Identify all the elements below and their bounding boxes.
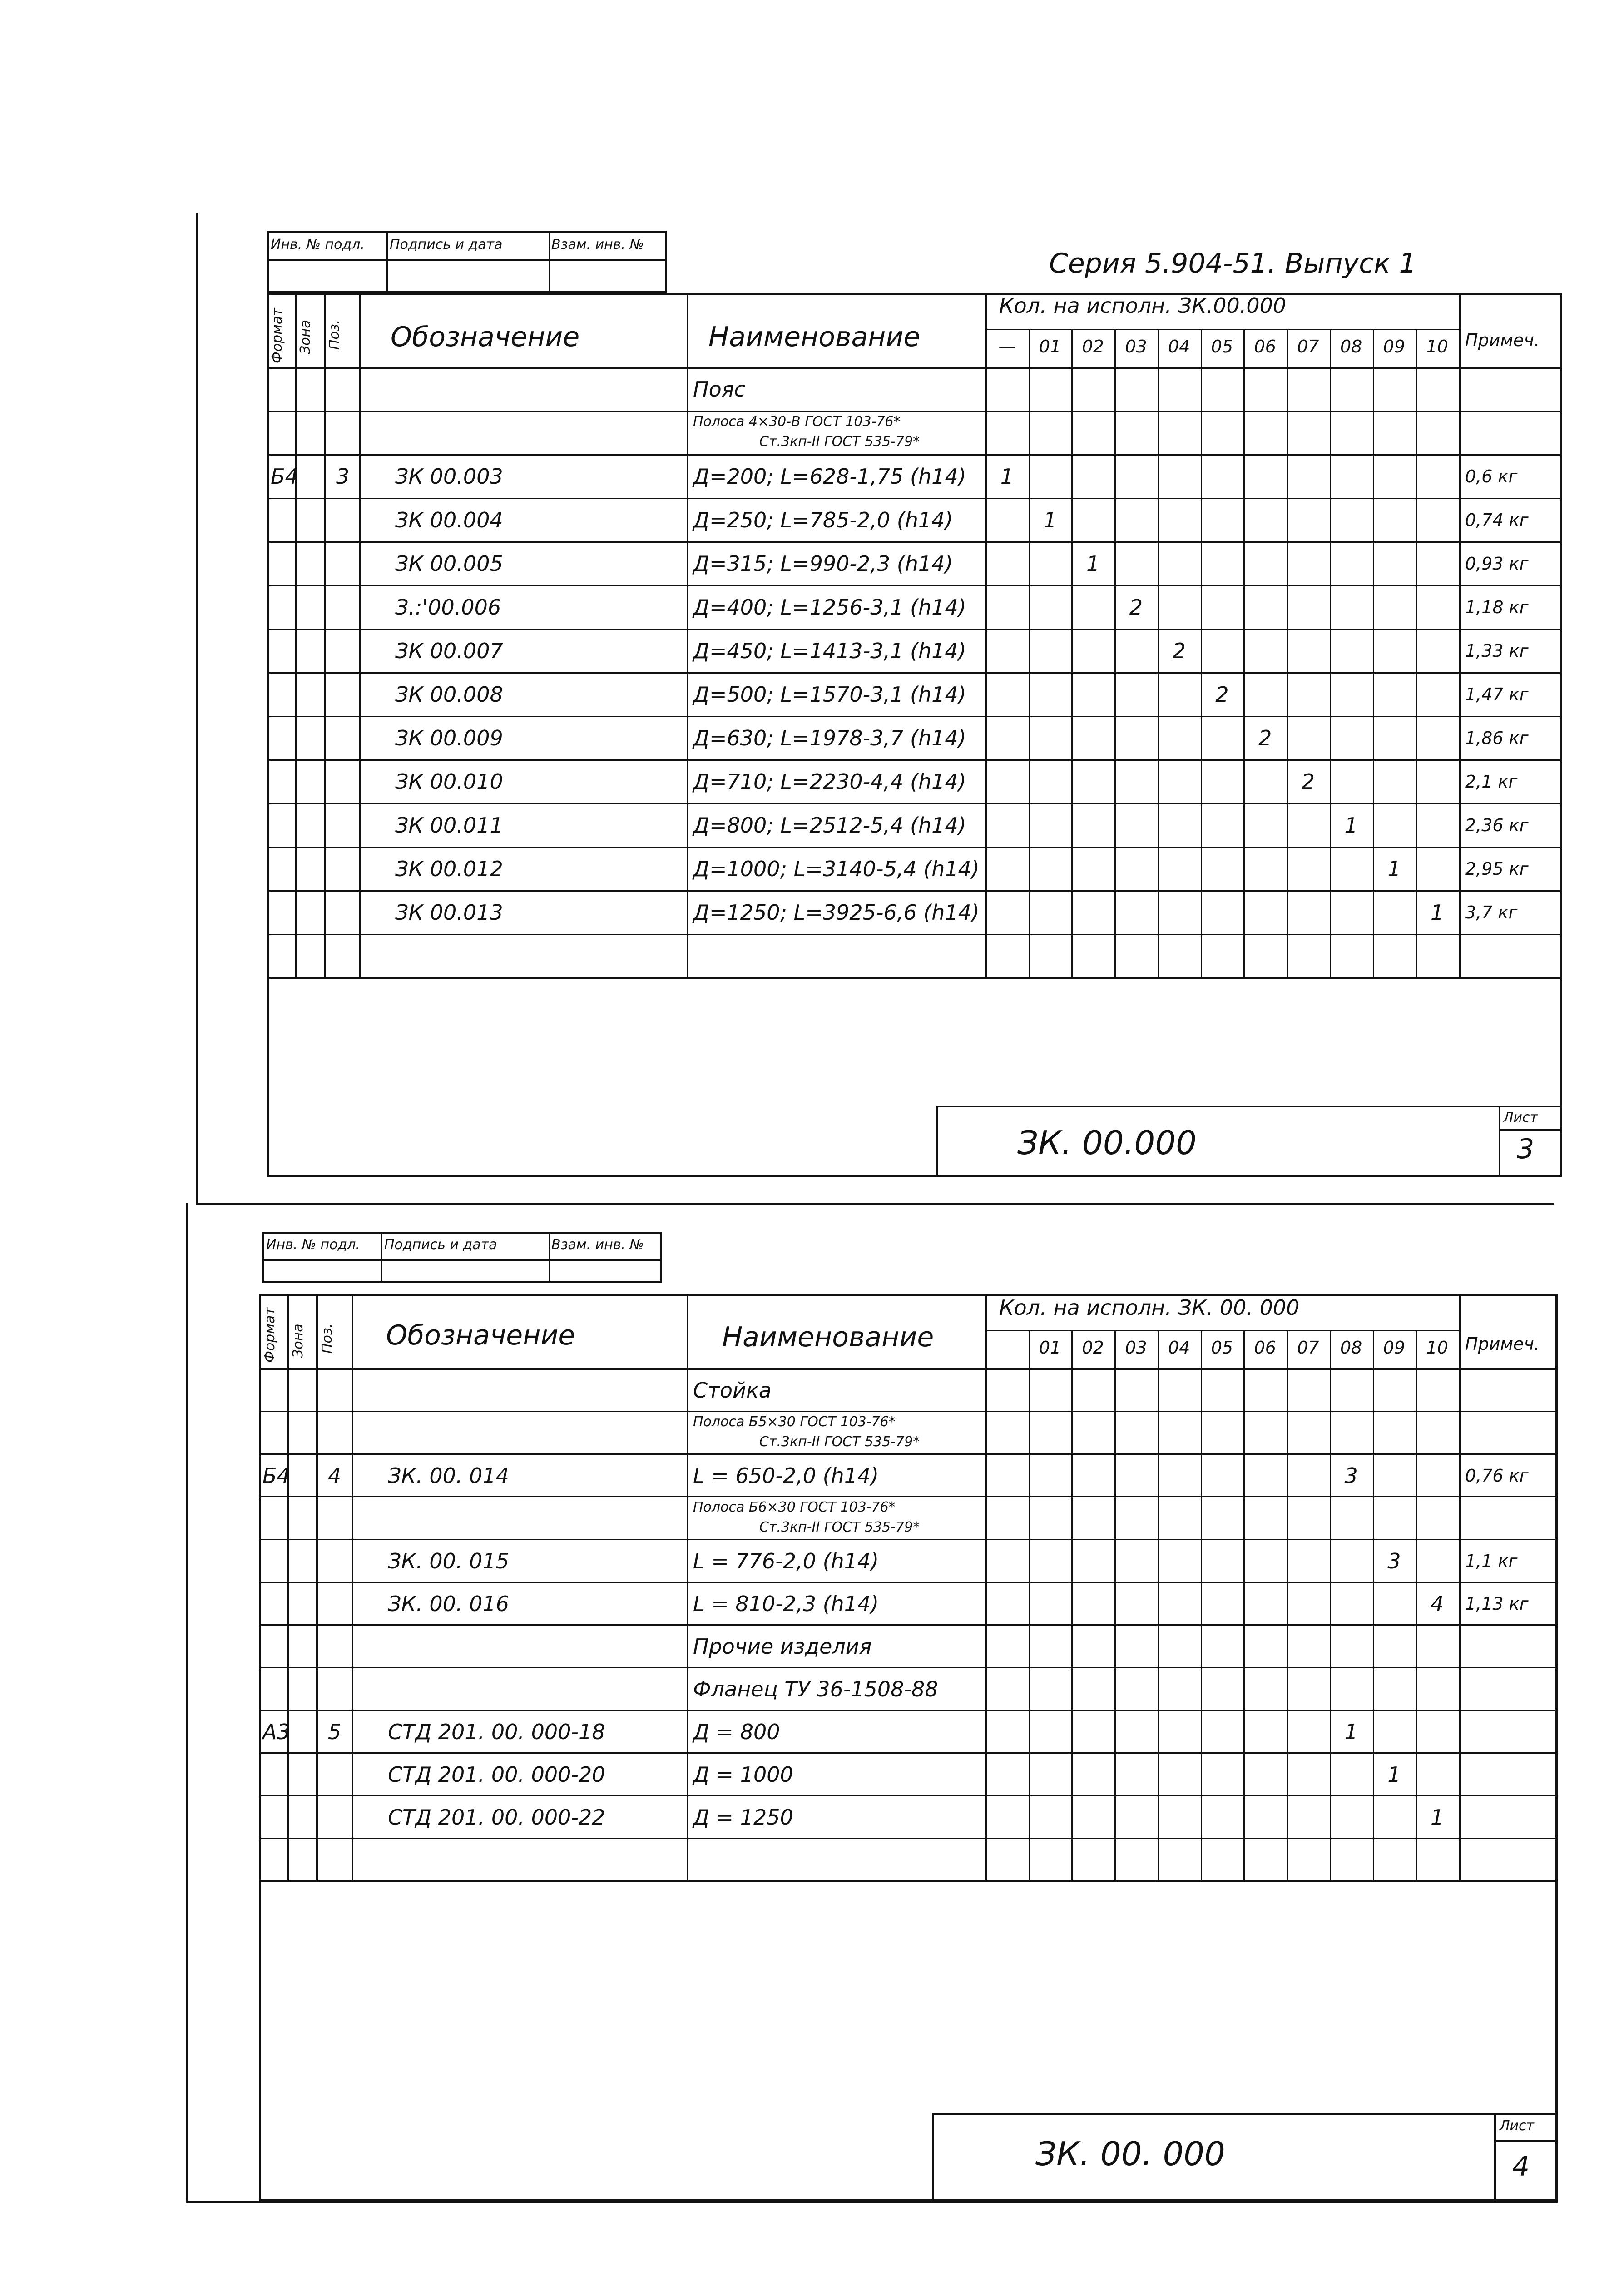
header-pos-2: Поз. bbox=[319, 1323, 335, 1354]
header-note-2: Примеч. bbox=[1465, 1334, 1540, 1354]
sheet-divider bbox=[196, 1203, 1554, 1205]
exec-column-label: 03 bbox=[1125, 337, 1147, 357]
row-rule bbox=[267, 759, 1562, 761]
header-rule bbox=[259, 1368, 1558, 1370]
header-name-2: Наименование bbox=[722, 1321, 934, 1353]
cell-name: Пояс bbox=[693, 377, 746, 402]
exec-column-rule bbox=[1287, 1330, 1288, 1880]
cell-name: Фланец ТУ 36-1508-88 bbox=[693, 1677, 938, 1701]
row-rule bbox=[259, 1667, 1558, 1668]
cell-qty: 1 bbox=[1430, 900, 1444, 925]
exec-header-rule bbox=[985, 1330, 1459, 1331]
exec-column-label: 02 bbox=[1082, 337, 1104, 357]
exec-column-rule bbox=[1201, 1330, 1202, 1880]
column-rule bbox=[985, 1294, 987, 1880]
exec-column-label: 07 bbox=[1297, 1338, 1319, 1358]
cell-name: Д = 1000 bbox=[693, 1762, 793, 1787]
cell-pos: 4 bbox=[328, 1463, 342, 1488]
cell-designation: ЗК 00.005 bbox=[395, 551, 503, 576]
row-rule bbox=[267, 803, 1562, 804]
row-rule bbox=[259, 1582, 1558, 1583]
column-rule bbox=[287, 1294, 289, 1880]
exec-column-label: 09 bbox=[1383, 1338, 1406, 1358]
row-rule bbox=[267, 629, 1562, 630]
cell-pos: 5 bbox=[328, 1720, 342, 1744]
column-rule bbox=[316, 1294, 318, 1880]
row-rule bbox=[259, 1496, 1558, 1497]
row-rule bbox=[267, 411, 1562, 412]
row-rule bbox=[267, 890, 1562, 892]
exec-column-rule bbox=[1373, 1330, 1374, 1880]
stamp-sign: Подпись и дата bbox=[390, 237, 503, 253]
row-rule bbox=[259, 1752, 1558, 1754]
cell-note: 1,18 кг bbox=[1465, 597, 1529, 617]
exec-column-rule bbox=[1114, 329, 1116, 977]
cell-note: 3,7 кг bbox=[1465, 902, 1518, 922]
cell-note: 1,13 кг bbox=[1465, 1594, 1529, 1614]
cell-qty: 1 bbox=[1387, 1762, 1401, 1787]
exec-column-rule bbox=[1373, 329, 1374, 977]
cell-name: Д=630; L=1978-3,7 (h14) bbox=[693, 726, 966, 750]
cell-designation: СТД 201. 00. 000-22 bbox=[388, 1805, 605, 1830]
row-rule bbox=[267, 847, 1562, 848]
exec-column-label: 10 bbox=[1426, 1338, 1448, 1358]
cell-qty: 2 bbox=[1129, 595, 1143, 620]
cell-designation: ЗК 00.011 bbox=[395, 813, 503, 838]
exec-column-rule bbox=[1071, 1330, 1073, 1880]
exec-column-label: 10 bbox=[1426, 337, 1448, 357]
row-rule bbox=[267, 977, 1562, 979]
cell-name-material: Полоса 4×30-В ГОСТ 103-76* bbox=[693, 414, 901, 430]
column-rule bbox=[687, 1294, 688, 1880]
cell-note: 0,6 кг bbox=[1465, 466, 1518, 486]
cell-name: Д = 1250 bbox=[693, 1805, 793, 1830]
header-designation: Обозначение bbox=[391, 321, 580, 353]
exec-column-label: 04 bbox=[1168, 337, 1190, 357]
cell-name: Д=450; L=1413-3,1 (h14) bbox=[693, 639, 966, 663]
cell-qty: 1 bbox=[1430, 1805, 1444, 1830]
row-rule bbox=[267, 498, 1562, 499]
cell-name: Д=1250; L=3925-6,6 (h14) bbox=[693, 900, 980, 925]
cell-qty: 2 bbox=[1258, 726, 1272, 750]
cell-qty: 2 bbox=[1172, 639, 1186, 663]
exec-column-label: 07 bbox=[1297, 337, 1319, 357]
cell-name-grade: Ст.3кп-II ГОСТ 535-79* bbox=[759, 434, 920, 450]
cell-designation: ЗК. 00. 014 bbox=[388, 1463, 509, 1488]
cell-note: 1,1 кг bbox=[1465, 1551, 1518, 1571]
cell-qty: 3 bbox=[1387, 1549, 1401, 1573]
cell-name: Д=710; L=2230-4,4 (h14) bbox=[693, 769, 966, 794]
cell-designation: ЗК 00.004 bbox=[395, 508, 503, 532]
row-rule bbox=[259, 1453, 1558, 1455]
row-rule bbox=[267, 716, 1562, 717]
header-designation-2: Обозначение bbox=[386, 1319, 575, 1351]
exec-column-rule bbox=[1029, 329, 1030, 977]
exec-column-rule bbox=[1330, 329, 1331, 977]
exec-column-rule bbox=[1416, 329, 1417, 977]
cell-note: 0,74 кг bbox=[1465, 510, 1529, 530]
cell-name: Д=200; L=628-1,75 (h14) bbox=[693, 464, 966, 489]
cell-qty: 1 bbox=[1387, 857, 1401, 881]
exec-column-label: 08 bbox=[1340, 1338, 1362, 1358]
cell-designation: СТД 201. 00. 000-18 bbox=[388, 1720, 605, 1744]
exec-column-label: 05 bbox=[1211, 337, 1233, 357]
cell-note: 1,86 кг bbox=[1465, 728, 1529, 748]
cell-designation: З.:'00.006 bbox=[395, 595, 501, 620]
cell-name-material: Полоса Б5×30 ГОСТ 103-76* bbox=[693, 1414, 896, 1430]
cell-qty: 1 bbox=[1344, 813, 1358, 838]
header-note: Примеч. bbox=[1465, 330, 1540, 350]
row-rule bbox=[259, 1795, 1558, 1796]
stamp-replace: Взам. инв. № bbox=[551, 237, 644, 253]
cell-pos: 3 bbox=[336, 464, 350, 489]
cell-qty: 1 bbox=[1344, 1720, 1358, 1744]
sheet-number-2: 4 bbox=[1512, 2151, 1530, 2182]
exec-column-rule bbox=[1243, 1330, 1245, 1880]
cell-designation: ЗК. 00. 016 bbox=[388, 1592, 509, 1616]
bottom-stamp-2 bbox=[932, 2113, 1558, 2201]
row-rule bbox=[267, 541, 1562, 543]
cell-designation: ЗК 00.009 bbox=[395, 726, 503, 750]
cell-name: Д=250; L=785-2,0 (h14) bbox=[693, 508, 953, 532]
stamp-inv: Инв. № подл. bbox=[271, 237, 365, 253]
exec-column-rule bbox=[1243, 329, 1245, 977]
row-rule bbox=[259, 1411, 1558, 1412]
column-rule bbox=[687, 293, 688, 977]
cell-designation: ЗК. 00. 015 bbox=[388, 1549, 509, 1573]
cell-name: Д=315; L=990-2,3 (h14) bbox=[693, 551, 953, 576]
cell-designation: ЗК 00.013 bbox=[395, 900, 503, 925]
row-rule bbox=[259, 1880, 1558, 1882]
column-rule bbox=[1459, 1294, 1461, 1880]
cell-name: L = 776-2,0 (h14) bbox=[693, 1549, 879, 1573]
sheet-number-1: 3 bbox=[1517, 1133, 1535, 1165]
cell-name: Д=500; L=1570-3,1 (h14) bbox=[693, 682, 966, 707]
cell-qty: 2 bbox=[1215, 682, 1229, 707]
cell-format: Б4 bbox=[262, 1463, 290, 1488]
row-rule bbox=[267, 934, 1562, 935]
cell-name-grade: Ст.3кп-II ГОСТ 535-79* bbox=[759, 1434, 920, 1450]
cell-note: 2,36 кг bbox=[1465, 815, 1529, 835]
exec-column-rule bbox=[1330, 1330, 1331, 1880]
cell-qty: 1 bbox=[1086, 551, 1100, 576]
exec-column-rule bbox=[1071, 329, 1073, 977]
series-title: Серия 5.904-51. Выпуск 1 bbox=[1049, 248, 1416, 279]
cell-qty: 1 bbox=[1043, 508, 1057, 532]
row-rule bbox=[259, 1710, 1558, 1711]
cell-note: 1,33 кг bbox=[1465, 641, 1529, 661]
binding-line bbox=[196, 213, 198, 1204]
row-rule bbox=[259, 1838, 1558, 1839]
cell-name: L = 810-2,3 (h14) bbox=[693, 1592, 879, 1616]
exec-column-rule bbox=[1114, 1330, 1116, 1880]
cell-designation: ЗК 00.010 bbox=[395, 769, 503, 794]
cell-format: Б4 bbox=[271, 464, 298, 489]
row-rule bbox=[267, 454, 1562, 456]
header-pos: Поз. bbox=[327, 319, 342, 350]
cell-note: 1,47 кг bbox=[1465, 684, 1529, 704]
cell-qty: 3 bbox=[1344, 1463, 1358, 1488]
cell-designation: ЗК 00.007 bbox=[395, 639, 503, 663]
cell-note: 2,1 кг bbox=[1465, 772, 1518, 792]
cell-name: L = 650-2,0 (h14) bbox=[693, 1463, 879, 1488]
cell-name-grade: Ст.3кп-II ГОСТ 535-79* bbox=[759, 1519, 920, 1535]
sheet-label-2: Лист bbox=[1500, 2118, 1535, 2134]
sheet-label-1: Лист bbox=[1503, 1110, 1538, 1126]
stamp-code-1: ЗК. 00.000 bbox=[1017, 1124, 1197, 1162]
cell-designation: СТД 201. 00. 000-20 bbox=[388, 1762, 605, 1787]
row-rule bbox=[259, 1539, 1558, 1540]
header-zone: Зона bbox=[297, 320, 313, 354]
binding-line-2 bbox=[186, 1203, 188, 2202]
column-rule bbox=[1459, 293, 1461, 977]
cell-name-material: Полоса Б6×30 ГОСТ 103-76* bbox=[693, 1499, 896, 1515]
cell-name: Стойка bbox=[693, 1378, 772, 1403]
exec-column-label: 01 bbox=[1039, 337, 1061, 357]
sheet-bottom-edge bbox=[186, 2201, 1558, 2203]
row-rule bbox=[267, 672, 1562, 674]
exec-column-label: — bbox=[998, 337, 1016, 357]
cell-name: Д = 800 bbox=[693, 1720, 780, 1744]
header-format-2: Формат bbox=[262, 1307, 278, 1363]
cell-qty: 4 bbox=[1430, 1592, 1444, 1616]
cell-name: Прочие изделия bbox=[693, 1634, 872, 1659]
cell-note: 2,95 кг bbox=[1465, 859, 1529, 879]
exec-column-label: 05 bbox=[1211, 1338, 1233, 1358]
cell-name: Д=400; L=1256-3,1 (h14) bbox=[693, 595, 966, 620]
column-rule bbox=[352, 1294, 353, 1880]
stamp-code-2: ЗК. 00. 000 bbox=[1035, 2135, 1225, 2173]
header-name: Наименование bbox=[708, 321, 921, 353]
cell-qty: 1 bbox=[1000, 464, 1014, 489]
exec-column-rule bbox=[1158, 1330, 1159, 1880]
column-rule bbox=[295, 293, 297, 977]
cell-name: Д=800; L=2512-5,4 (h14) bbox=[693, 813, 966, 838]
exec-column-rule bbox=[1201, 329, 1202, 977]
header-qty-group: Кол. на исполн. ЗК.00.000 bbox=[999, 293, 1287, 318]
exec-column-label: 03 bbox=[1125, 1338, 1147, 1358]
cell-designation: ЗК 00.012 bbox=[395, 857, 503, 881]
exec-column-label: 04 bbox=[1168, 1338, 1190, 1358]
cell-designation: ЗК 00.008 bbox=[395, 682, 503, 707]
exec-column-label: 06 bbox=[1254, 1338, 1276, 1358]
cell-note: 0,76 кг bbox=[1465, 1466, 1529, 1486]
column-rule bbox=[985, 293, 987, 977]
header-format: Формат bbox=[269, 308, 285, 363]
column-rule bbox=[324, 293, 326, 977]
header-zone-2: Зона bbox=[290, 1324, 306, 1358]
stamp-sign-2: Подпись и дата bbox=[384, 1237, 497, 1253]
cell-name: Д=1000; L=3140-5,4 (h14) bbox=[693, 857, 980, 881]
header-rule bbox=[267, 367, 1562, 369]
exec-column-label: 06 bbox=[1254, 337, 1276, 357]
row-rule bbox=[259, 1624, 1558, 1626]
stamp-replace-2: Взам. инв. № bbox=[551, 1237, 644, 1253]
exec-column-rule bbox=[1287, 329, 1288, 977]
exec-column-label: 02 bbox=[1082, 1338, 1104, 1358]
cell-qty: 2 bbox=[1301, 769, 1315, 794]
column-rule bbox=[359, 293, 361, 977]
cell-note: 0,93 кг bbox=[1465, 554, 1529, 574]
stamp-inv-2: Инв. № подл. bbox=[266, 1237, 360, 1253]
exec-column-label: 09 bbox=[1383, 337, 1406, 357]
exec-column-label: 08 bbox=[1340, 337, 1362, 357]
spec-table-2 bbox=[259, 1294, 1558, 2201]
exec-column-label: 01 bbox=[1039, 1338, 1061, 1358]
cell-format: А3 bbox=[262, 1720, 290, 1744]
exec-column-rule bbox=[1029, 1330, 1030, 1880]
header-qty-group-2: Кол. на исполн. ЗК. 00. 000 bbox=[999, 1295, 1300, 1320]
row-rule bbox=[267, 585, 1562, 586]
cell-designation: ЗК 00.003 bbox=[395, 464, 503, 489]
exec-header-rule bbox=[985, 329, 1459, 330]
